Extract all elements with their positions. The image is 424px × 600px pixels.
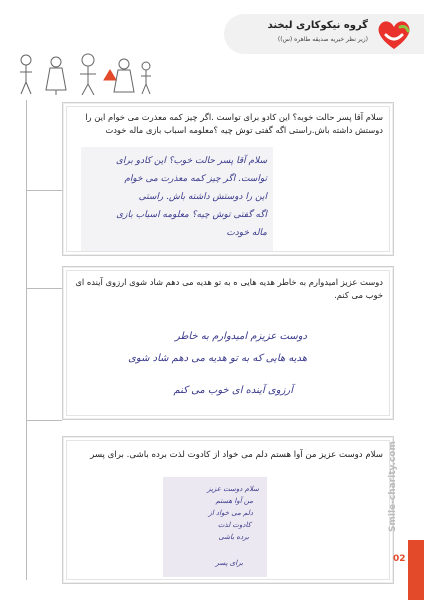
card-1-text: سلام آقا پسر حالت خوبه؟ این کادو برای تواست .اگر چیز کمه معذرت می خوام این را دوستش داشته باش.راستی اگه گفتی توش چیه ؟معلومه اسباب بازی ماله خودت [85,112,383,135]
side-url: Smile-charity.com [388,441,398,532]
heart-logo-icon [374,17,414,51]
note-3-line-1: سلام دوست عزیز [207,485,259,493]
org-title: گروه نیکوکاری لبخند [267,20,368,31]
note-1-line-4: اگه گفتی توش چیه؟ معلومه اسباب بازی [116,210,267,220]
note-1-line-1: سلام آقا پسر حالت خوب؟ این کادو برای [115,156,267,166]
org-subtitle: (زیر نظر خیریه صدیقه طاهره (س)) [277,36,368,43]
letter-card-3 [62,436,394,584]
note-3-line-3: دلم می خواد از [208,509,253,517]
connector-line-1 [26,190,62,191]
note-3-line-6: برای پسر [215,559,243,567]
letter-card-1 [62,102,394,256]
note-2-line-1: دوست عزیزم امیدوارم به خاطر [174,331,307,342]
connector-line-3 [26,420,62,421]
note-1-line-2: تواست. اگر چیز کمه معذرت می خوام [124,174,267,184]
connector-line-2 [26,288,62,289]
card-3-text: سلام دوست عزیز من آوا هستم دلم می خواد از کادوت لذت برده باشی. برای پسر [90,450,383,460]
handwritten-note-1 [81,147,273,251]
note-1-line-3: این را دوستش داشته باش. راستی [138,192,267,202]
page-number: 02 [393,554,406,564]
logo-bar [224,14,424,54]
note-3-line-4: کادوت لذت [217,521,251,529]
letter-card-2 [62,266,394,420]
family-sketch-icon [16,50,156,96]
note-1-line-5: ماله خودت [226,228,267,238]
handwritten-note-3 [163,477,267,577]
note-3-line-5: برده باشی [218,533,249,541]
card-2-text: دوست عزیز امیدوارم به خاطر هدیه هایی ه به تو هدیه می دهم شاد شوی ارزوی آینده ای خوب می کنم. [75,277,383,300]
page-corner-accent [408,540,424,600]
note-3-line-2: من آوا هستم [215,497,253,505]
note-2-line-3: آرزوی آینده ای خوب می کنم [173,385,293,396]
timeline-line [26,100,27,580]
note-2-line-2: هدیه هایی که به تو هدیه می دهم شاد شوی [128,353,307,364]
handwritten-note-2 [93,321,313,409]
